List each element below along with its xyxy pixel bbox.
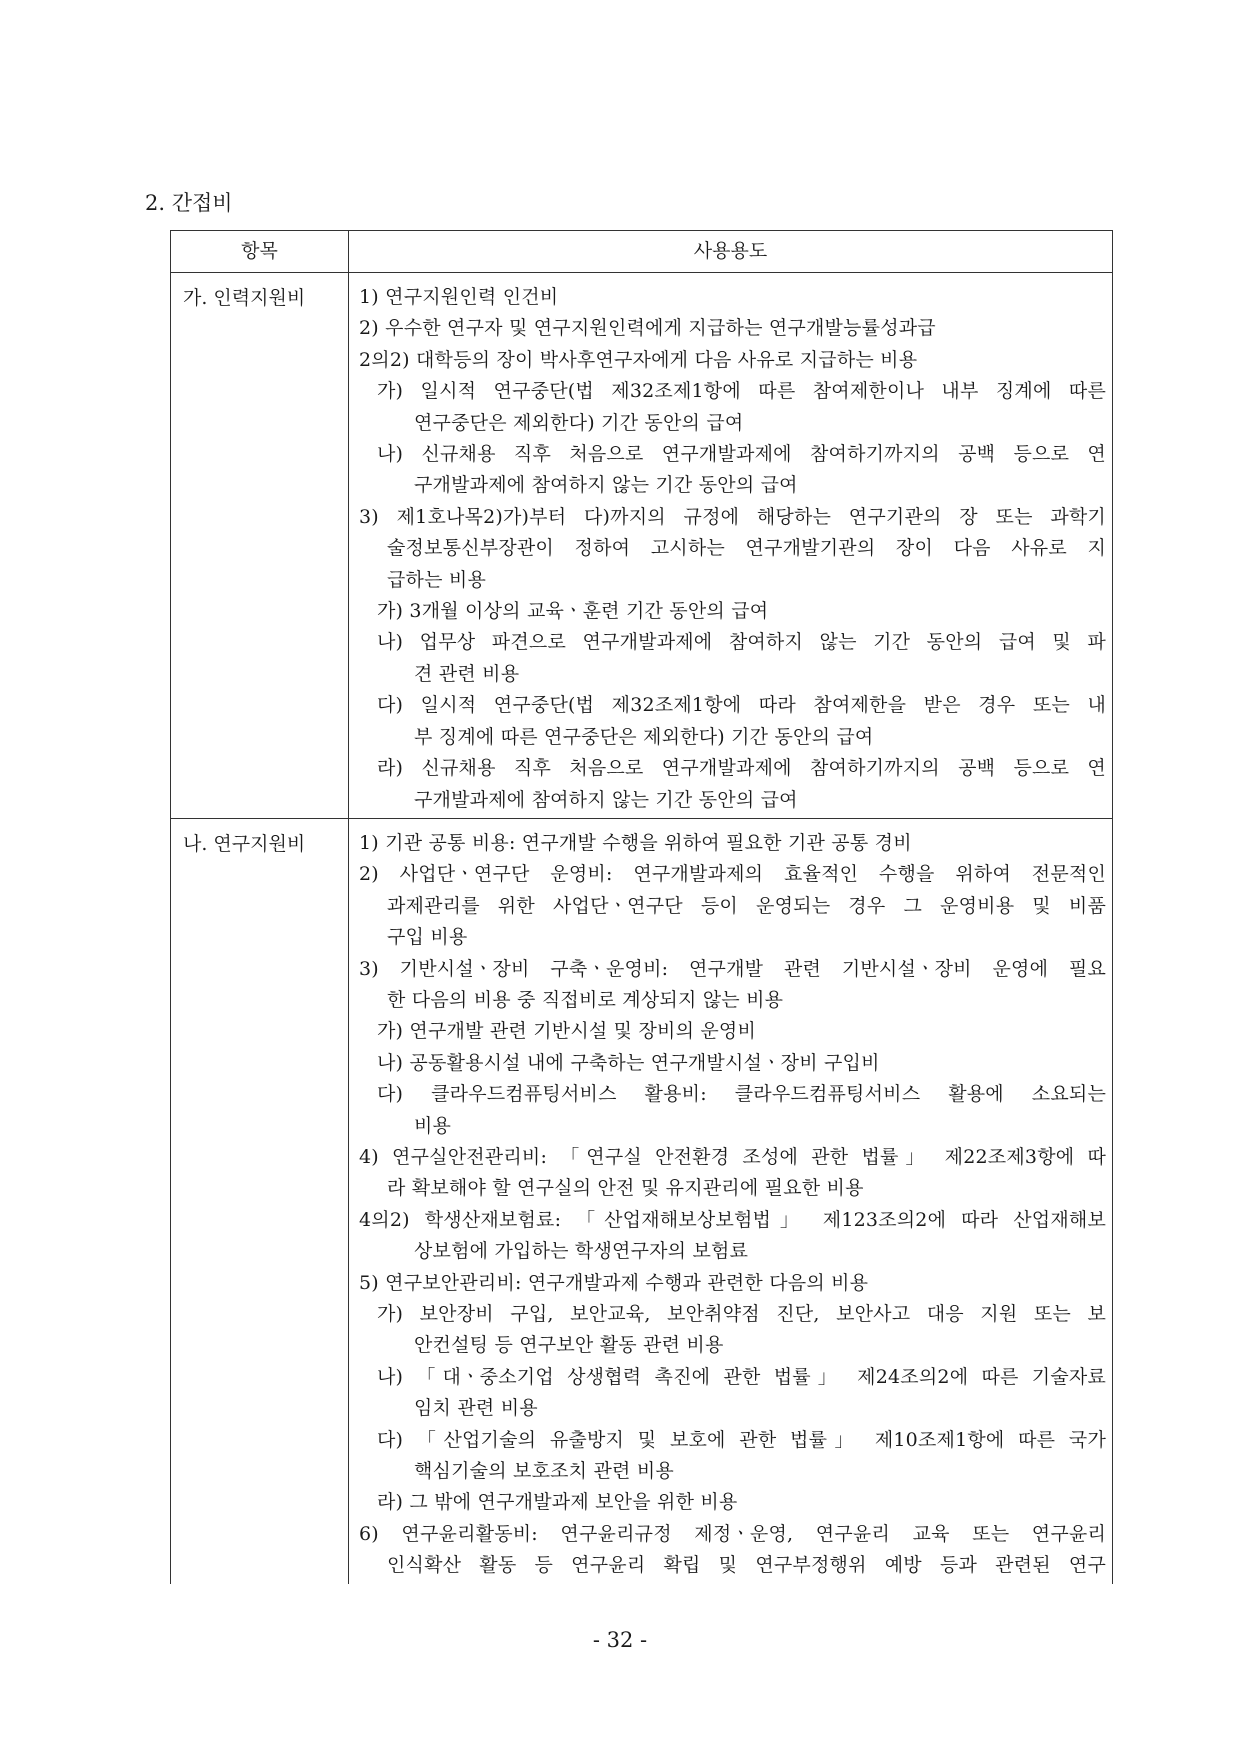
header-item: 항목	[171, 231, 349, 273]
usage-line: 2) 우수한 연구자 및 연구지원인력에게 지급하는 연구개발능률성과급	[359, 317, 936, 340]
usage-line: 3) 제1호나목2)가)부터 다)까지의 규정에 해당하는 연구기관의 장 또는 과학기	[359, 505, 1106, 528]
usage-line: 라 확보해야 할 연구실의 안전 및 유지관리에 필요한 비용	[387, 1177, 864, 1200]
usage-line: 5) 연구보안관리비: 연구개발과제 수행과 관련한 다음의 비용	[359, 1271, 869, 1294]
item-personnel-support: 가. 인력지원비	[171, 273, 349, 819]
usage-line: 가) 3개월 이상의 교육ㆍ훈련 기간 동안의 급여	[377, 600, 769, 623]
usage-line: 비용	[414, 1114, 452, 1137]
usage-line: 2의2) 대학등의 장이 박사후연구자에게 다음 사유로 지급하는 비용	[359, 348, 918, 371]
usage-line: 라) 그 밖에 연구개발과제 보안을 위한 비용	[377, 1491, 738, 1514]
usage-line: 3) 기반시설ㆍ장비 구축ㆍ운영비: 연구개발 관련 기반시설ㆍ장비 운영에 필요	[359, 957, 1106, 980]
usage-line: 견 관련 비용	[414, 662, 520, 685]
usage-line: 가) 보안장비 구입, 보안교육, 보안취약점 진단, 보안사고 대응 지원 또는 보	[377, 1303, 1106, 1325]
indirect-cost-table	[170, 230, 1113, 1584]
usage-line: 구개발과제에 참여하지 않는 기간 동안의 급여	[414, 474, 798, 497]
usage-line: 나) 공동활용시설 내에 구축하는 연구개발시설ㆍ장비 구입비	[377, 1051, 880, 1074]
usage-personnel-support	[349, 273, 1113, 819]
usage-line: 나) 「대ㆍ중소기업 상생협력 촉진에 관한 법률」 제24조의2에 따른 기술자료	[377, 1365, 1106, 1388]
usage-research-support	[349, 818, 1113, 1583]
usage-line: 구개발과제에 참여하지 않는 기간 동안의 급여	[414, 788, 798, 811]
usage-line: 인식확산 활동 등 연구윤리 확립 및 연구부정행위 예방 등과 관련된 연구	[387, 1554, 1106, 1577]
usage-line: 4) 연구실안전관리비: 「연구실 안전환경 조성에 관한 법률」 제22조제3항에 따	[359, 1145, 1106, 1168]
usage-line: 다) 클라우드컴퓨팅서비스 활용비: 클라우드컴퓨팅서비스 활용에 소요되는	[377, 1083, 1106, 1106]
usage-line: 안컨설팅 등 연구보안 활동 관련 비용	[414, 1334, 724, 1357]
usage-line: 2) 사업단ㆍ연구단 운영비: 연구개발과제의 효율적인 수행을 위하여 전문적인	[359, 863, 1106, 886]
table-header-row	[171, 231, 1113, 273]
usage-line: 다) 일시적 연구중단(법 제32조제1항에 따라 참여제한을 받은 경우 또는 내	[377, 694, 1106, 717]
usage-line: 급하는 비용	[387, 568, 487, 591]
usage-line: 가) 연구개발 관련 기반시설 및 장비의 운영비	[377, 1020, 757, 1043]
usage-line: 6) 연구윤리활동비: 연구윤리규정 제정ㆍ운영, 연구윤리 교육 또는 연구윤리	[359, 1522, 1106, 1545]
usage-line: 연구중단은 제외한다) 기간 동안의 급여	[414, 411, 744, 434]
usage-line: 4의2) 학생산재보험료: 「산업재해보상보험법」 제123조의2에 따라 산업재해보	[359, 1208, 1106, 1231]
usage-line: 나) 업무상 파견으로 연구개발과제에 참여하지 않는 기간 동안의 급여 및 파	[377, 631, 1106, 654]
table-row-research	[171, 818, 1113, 1583]
usage-line: 한 다음의 비용 중 직접비로 계상되지 않는 비용	[387, 988, 784, 1011]
item-research-support: 나. 연구지원비	[171, 818, 349, 1583]
table-row-personnel	[171, 273, 1113, 819]
usage-line: 과제관리를 위한 사업단ㆍ연구단 등이 운영되는 경우 그 운영비용 및 비품	[387, 894, 1106, 917]
page-number: - 32 -	[592, 1628, 648, 1652]
usage-line: 가) 일시적 연구중단(법 제32조제1항에 따른 참여제한이나 내부 징계에 따른	[377, 380, 1106, 403]
usage-line: 부 징계에 따른 연구중단은 제외한다) 기간 동안의 급여	[414, 725, 874, 748]
header-usage: 사용용도	[349, 231, 1113, 273]
usage-line: 핵심기술의 보호조치 관련 비용	[414, 1460, 674, 1483]
usage-line: 구입 비용	[387, 926, 468, 949]
usage-line: 나) 신규채용 직후 처음으로 연구개발과제에 참여하기까지의 공백 등으로 연	[377, 443, 1106, 466]
usage-line: 1) 연구지원인력 인건비	[359, 286, 559, 308]
usage-line: 임치 관련 비용	[414, 1397, 538, 1420]
usage-line: 상보험에 가입하는 학생연구자의 보험료	[414, 1240, 749, 1263]
usage-line: 술정보통신부장관이 정하여 고시하는 연구개발기관의 장이 다음 사유로 지	[387, 537, 1106, 560]
usage-line: 라) 신규채용 직후 처음으로 연구개발과제에 참여하기까지의 공백 등으로 연	[377, 757, 1106, 780]
usage-line: 다) 「산업기술의 유출방지 및 보호에 관한 법률」 제10조제1항에 따른 국가	[377, 1428, 1106, 1451]
usage-line: 1) 기관 공통 비용: 연구개발 수행을 위하여 필요한 기관 공통 경비	[359, 831, 912, 854]
section-title: 2. 간접비	[145, 191, 233, 215]
